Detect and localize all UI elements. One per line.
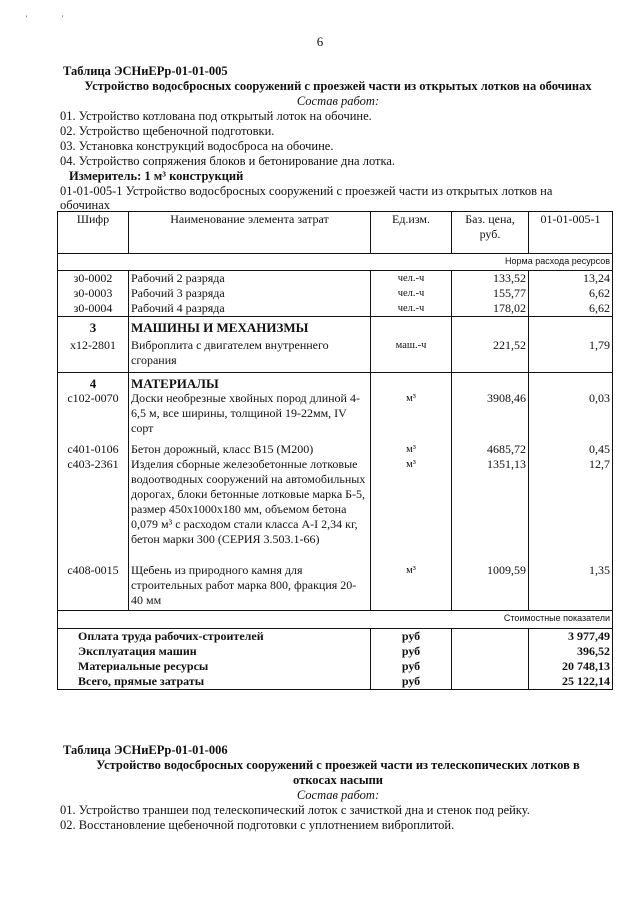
total-label: Оплата труда рабочих-строителей bbox=[58, 629, 371, 645]
resource-table bbox=[57, 211, 613, 690]
table-title: Таблица ЭСНиЕРр-01-01-005 bbox=[63, 64, 228, 78]
name: Изделия сборные железобетонные лотковые водоотводных сооружений на автомобильных дорогах, блоки бетонные лотковые марка Б-5, размер 450х1000х180 мм, объемом бетона 0,079 м³ с расходом стали класса А-I 2,34 кг, бетон марки 300 (СЕРИЯ 3.503.1-66) bbox=[129, 457, 371, 563]
total-row bbox=[58, 629, 613, 645]
price: 4685,72 bbox=[452, 442, 529, 457]
code-description-cont: обочинах bbox=[60, 198, 110, 212]
code: с403-2361 bbox=[58, 457, 129, 563]
table-heading: Устройство водосбросных сооружений с проезжей части из телескопических лотков в bbox=[96, 758, 580, 772]
price: 133,52 bbox=[452, 271, 529, 287]
table-row bbox=[58, 391, 613, 442]
col-code: Шифр bbox=[58, 212, 129, 254]
price: 155,77 bbox=[452, 286, 529, 301]
name: Рабочий 3 разряда bbox=[129, 286, 371, 301]
unit: чел.-ч bbox=[371, 271, 452, 287]
col-unit: Ед.изм. bbox=[371, 212, 452, 254]
table-title: Таблица ЭСНиЕРр-01-01-006 bbox=[63, 743, 228, 757]
unit: чел.-ч bbox=[371, 301, 452, 317]
code: с408-0015 bbox=[58, 563, 129, 611]
unit: маш.-ч bbox=[371, 335, 452, 373]
table-heading: Устройство водосбросных сооружений с проезжей части из открытых лотков на обочинах bbox=[84, 79, 592, 93]
norm: 1,79 bbox=[529, 335, 613, 373]
work-item: 03. Установка конструкций водосброса на обочине. bbox=[60, 139, 334, 153]
work-item: 01. Устройство котлована под открытый лоток на обочине. bbox=[60, 109, 372, 123]
code: с102-0070 bbox=[58, 391, 129, 442]
unit: м³ bbox=[371, 457, 452, 563]
section-header-materials bbox=[58, 373, 613, 392]
norm: 6,62 bbox=[529, 286, 613, 301]
norma-label: Норма расхода ресурсов bbox=[58, 254, 613, 271]
code: х12-2801 bbox=[58, 335, 129, 373]
scan-mark: ' bbox=[62, 14, 64, 23]
table-header-row bbox=[58, 212, 613, 254]
norm: 0,45 bbox=[529, 442, 613, 457]
price: 1351,13 bbox=[452, 457, 529, 563]
total-unit: руб bbox=[371, 659, 452, 674]
total-unit: руб bbox=[371, 674, 452, 690]
total-row bbox=[58, 644, 613, 659]
norm: 1,35 bbox=[529, 563, 613, 611]
col-name: Наименование элемента затрат bbox=[129, 212, 371, 254]
total-row bbox=[58, 659, 613, 674]
code: з0-0002 bbox=[58, 271, 129, 287]
norm: 0,03 bbox=[529, 391, 613, 442]
table-row bbox=[58, 335, 613, 373]
table-row bbox=[58, 442, 613, 457]
price: 221,52 bbox=[452, 335, 529, 373]
table-heading-cont: откосах насыпи bbox=[292, 773, 383, 787]
name: Рабочий 2 разряда bbox=[129, 271, 371, 287]
name: Щебень из природного камня для строительных работ марка 800, фракция 20-40 мм bbox=[129, 563, 371, 611]
name: Доски необрезные хвойных пород длиной 4-6,5 м, все ширины, толщиной 19-22мм, IV сорт bbox=[129, 391, 371, 442]
code-description: 01-01-005-1 Устройство водосбросных сооружений с проезжей части из открытых лотков на bbox=[60, 184, 553, 198]
unit: м³ bbox=[371, 442, 452, 457]
section-number: 3 bbox=[58, 317, 129, 336]
unit: м³ bbox=[371, 563, 452, 611]
price: 3908,46 bbox=[452, 391, 529, 442]
works-label: Состав работ: bbox=[296, 94, 380, 108]
section-header-machines bbox=[58, 317, 613, 336]
name: Бетон дорожный, класс В15 (М200) bbox=[129, 442, 371, 457]
col-norm: 01-01-005-1 bbox=[529, 212, 613, 254]
unit: чел.-ч bbox=[371, 286, 452, 301]
work-item: 04. Устройство сопряжения блоков и бетонирование дна лотка. bbox=[60, 154, 396, 168]
total-value: 3 977,49 bbox=[529, 629, 613, 645]
work-item: 02. Восстановление щебеночной подготовки с уплотнением виброплитой. bbox=[60, 818, 455, 832]
table1-header bbox=[60, 64, 613, 212]
total-unit: руб bbox=[371, 644, 452, 659]
total-unit: руб bbox=[371, 629, 452, 645]
total-label: Материальные ресурсы bbox=[58, 659, 371, 674]
section-title: МАШИНЫ И МЕХАНИЗМЫ bbox=[129, 317, 371, 336]
code: з0-0003 bbox=[58, 286, 129, 301]
scan-mark: ' bbox=[26, 14, 28, 23]
norm: 6,62 bbox=[529, 301, 613, 317]
table-row bbox=[58, 301, 613, 317]
works-label: Состав работ: bbox=[296, 788, 380, 802]
name: Виброплита с двигателем внутреннего сгорания bbox=[129, 335, 371, 373]
cost-label: Стоимостные показатели bbox=[58, 611, 613, 629]
table-row bbox=[58, 286, 613, 301]
page-number: 6 bbox=[316, 34, 324, 49]
work-item: 01. Устройство траншеи под телескопический лоток с зачисткой дна и стенок под рейку. bbox=[60, 803, 530, 817]
code: з0-0004 bbox=[58, 301, 129, 317]
norm: 13,24 bbox=[529, 271, 613, 287]
col-price: Баз. цена, руб. bbox=[452, 212, 529, 254]
total-value: 20 748,13 bbox=[529, 659, 613, 674]
price: 1009,59 bbox=[452, 563, 529, 611]
code: с401-0106 bbox=[58, 442, 129, 457]
total-value: 396,52 bbox=[529, 644, 613, 659]
work-item: 02. Устройство щебеночной подготовки. bbox=[60, 124, 275, 138]
total-label: Всего, прямые затраты bbox=[58, 674, 371, 690]
unit: м³ bbox=[371, 391, 452, 442]
table-row bbox=[58, 271, 613, 287]
norm: 12,7 bbox=[529, 457, 613, 563]
total-row bbox=[58, 674, 613, 690]
total-label: Эксплуатация машин bbox=[58, 644, 371, 659]
table2-header bbox=[60, 743, 613, 833]
section-title: МАТЕРИАЛЫ bbox=[129, 373, 371, 392]
section-number: 4 bbox=[58, 373, 129, 392]
measure-unit: Измеритель: 1 м³ конструкций bbox=[69, 169, 244, 183]
table-row bbox=[58, 563, 613, 611]
name: Рабочий 4 разряда bbox=[129, 301, 371, 317]
total-value: 25 122,14 bbox=[529, 674, 613, 690]
table-row bbox=[58, 457, 613, 563]
price: 178,02 bbox=[452, 301, 529, 317]
